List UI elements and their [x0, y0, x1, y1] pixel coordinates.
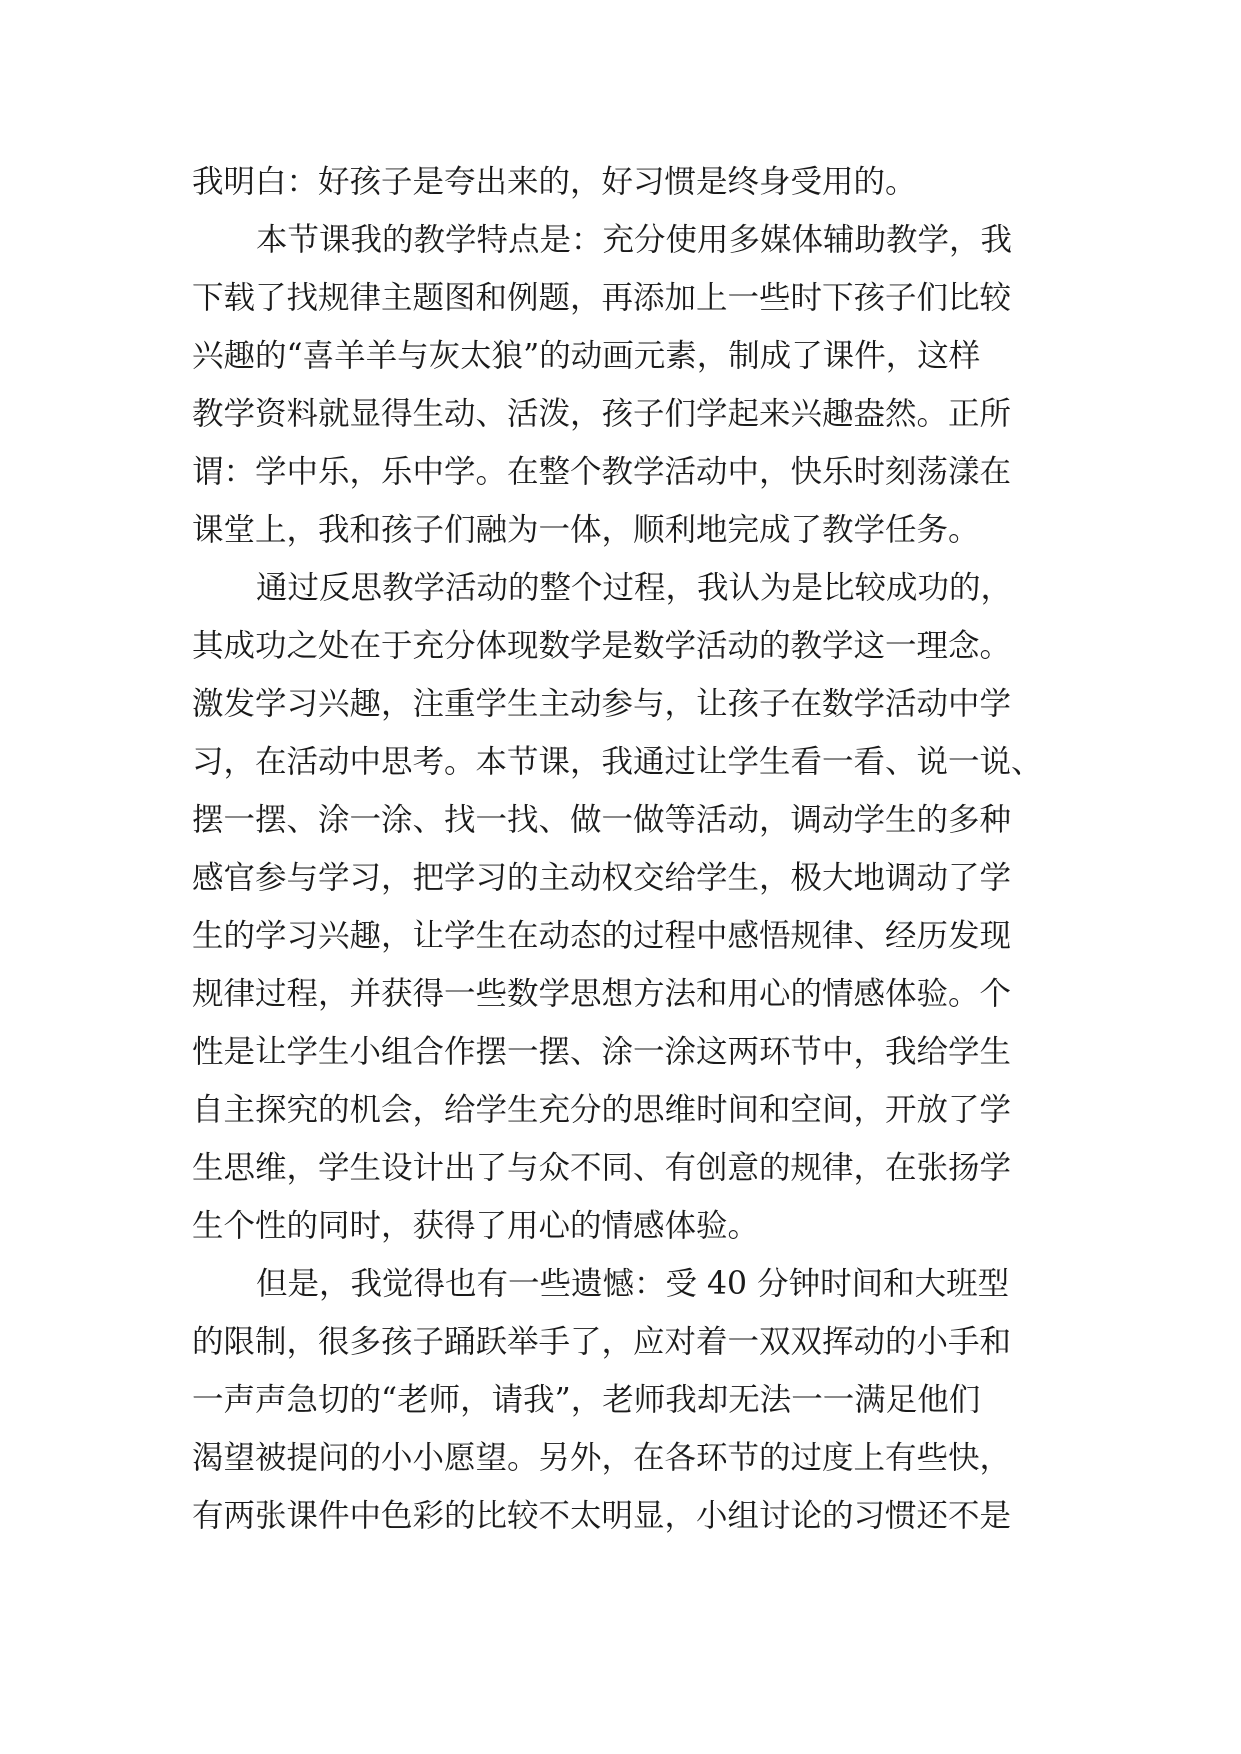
paragraph-line: 习，在活动中思考。本节课，我通过让学生看一看、说一说、 — [192, 744, 1043, 780]
paragraph-line: 兴趣的“喜羊羊与灰太狼”的动画元素，制成了课件，这样 — [192, 338, 981, 374]
paragraph-line: 规律过程，并获得一些数学思想方法和用心的情感体验。个 — [192, 976, 1012, 1012]
paragraph-line: 摆一摆、涂一涂、找一找、做一做等活动，调动学生的多种 — [192, 802, 1012, 838]
paragraph-line: 下载了找规律主题图和例题，再添加上一些时下孩子们比较 — [192, 280, 1012, 316]
paragraph-line: 自主探究的机会，给学生充分的思维时间和空间，开放了学 — [192, 1092, 1012, 1128]
paragraph-line: 感官参与学习，把学习的主动权交给学生，极大地调动了学 — [192, 860, 1012, 896]
paragraph-line: 一声声急切的“老师，请我”，老师我却无法一一满足他们 — [192, 1382, 981, 1418]
paragraph-line: 其成功之处在于充分体现数学是数学活动的教学这一理念。 — [192, 628, 1012, 664]
paragraph-line: 生的学习兴趣，让学生在动态的过程中感悟规律、经历发现 — [192, 918, 1012, 954]
paragraph-line: 本节课我的教学特点是：充分使用多媒体辅助教学，我 — [256, 222, 1013, 258]
paragraph-line: 性是让学生小组合作摆一摆、涂一涂这两环节中，我给学生 — [192, 1034, 1012, 1070]
paragraph-line: 谓：学中乐，乐中学。在整个教学活动中，快乐时刻荡漾在 — [192, 454, 1012, 490]
paragraph-line: 生个性的同时，获得了用心的情感体验。 — [192, 1208, 760, 1244]
paragraph-line: 但是，我觉得也有一些遗憾：受 40 分钟时间和大班型 — [256, 1266, 1010, 1302]
paragraph-line: 生思维，学生设计出了与众不同、有创意的规律，在张扬学 — [192, 1150, 1012, 1186]
paragraph-line: 有两张课件中色彩的比较不太明显，小组讨论的习惯还不是 — [192, 1498, 1012, 1534]
paragraph-line: 激发学习兴趣，注重学生主动参与，让孩子在数学活动中学 — [192, 686, 1012, 722]
paragraph-line: 教学资料就显得生动、活泼，孩子们学起来兴趣盎然。正所 — [192, 396, 1012, 432]
paragraph-line: 课堂上，我和孩子们融为一体，顺利地完成了教学任务。 — [192, 512, 980, 548]
paragraph-line: 的限制，很多孩子踊跃举手了，应对着一双双挥动的小手和 — [192, 1324, 1012, 1360]
paragraph-line: 通过反思教学活动的整个过程，我认为是比较成功的， — [256, 570, 1013, 606]
paragraph-line: 我明白：好孩子是夸出来的，好习惯是终身受用的。 — [192, 164, 917, 200]
paragraph-line: 渴望被提问的小小愿望。另外，在各环节的过度上有些快， — [192, 1440, 1012, 1476]
